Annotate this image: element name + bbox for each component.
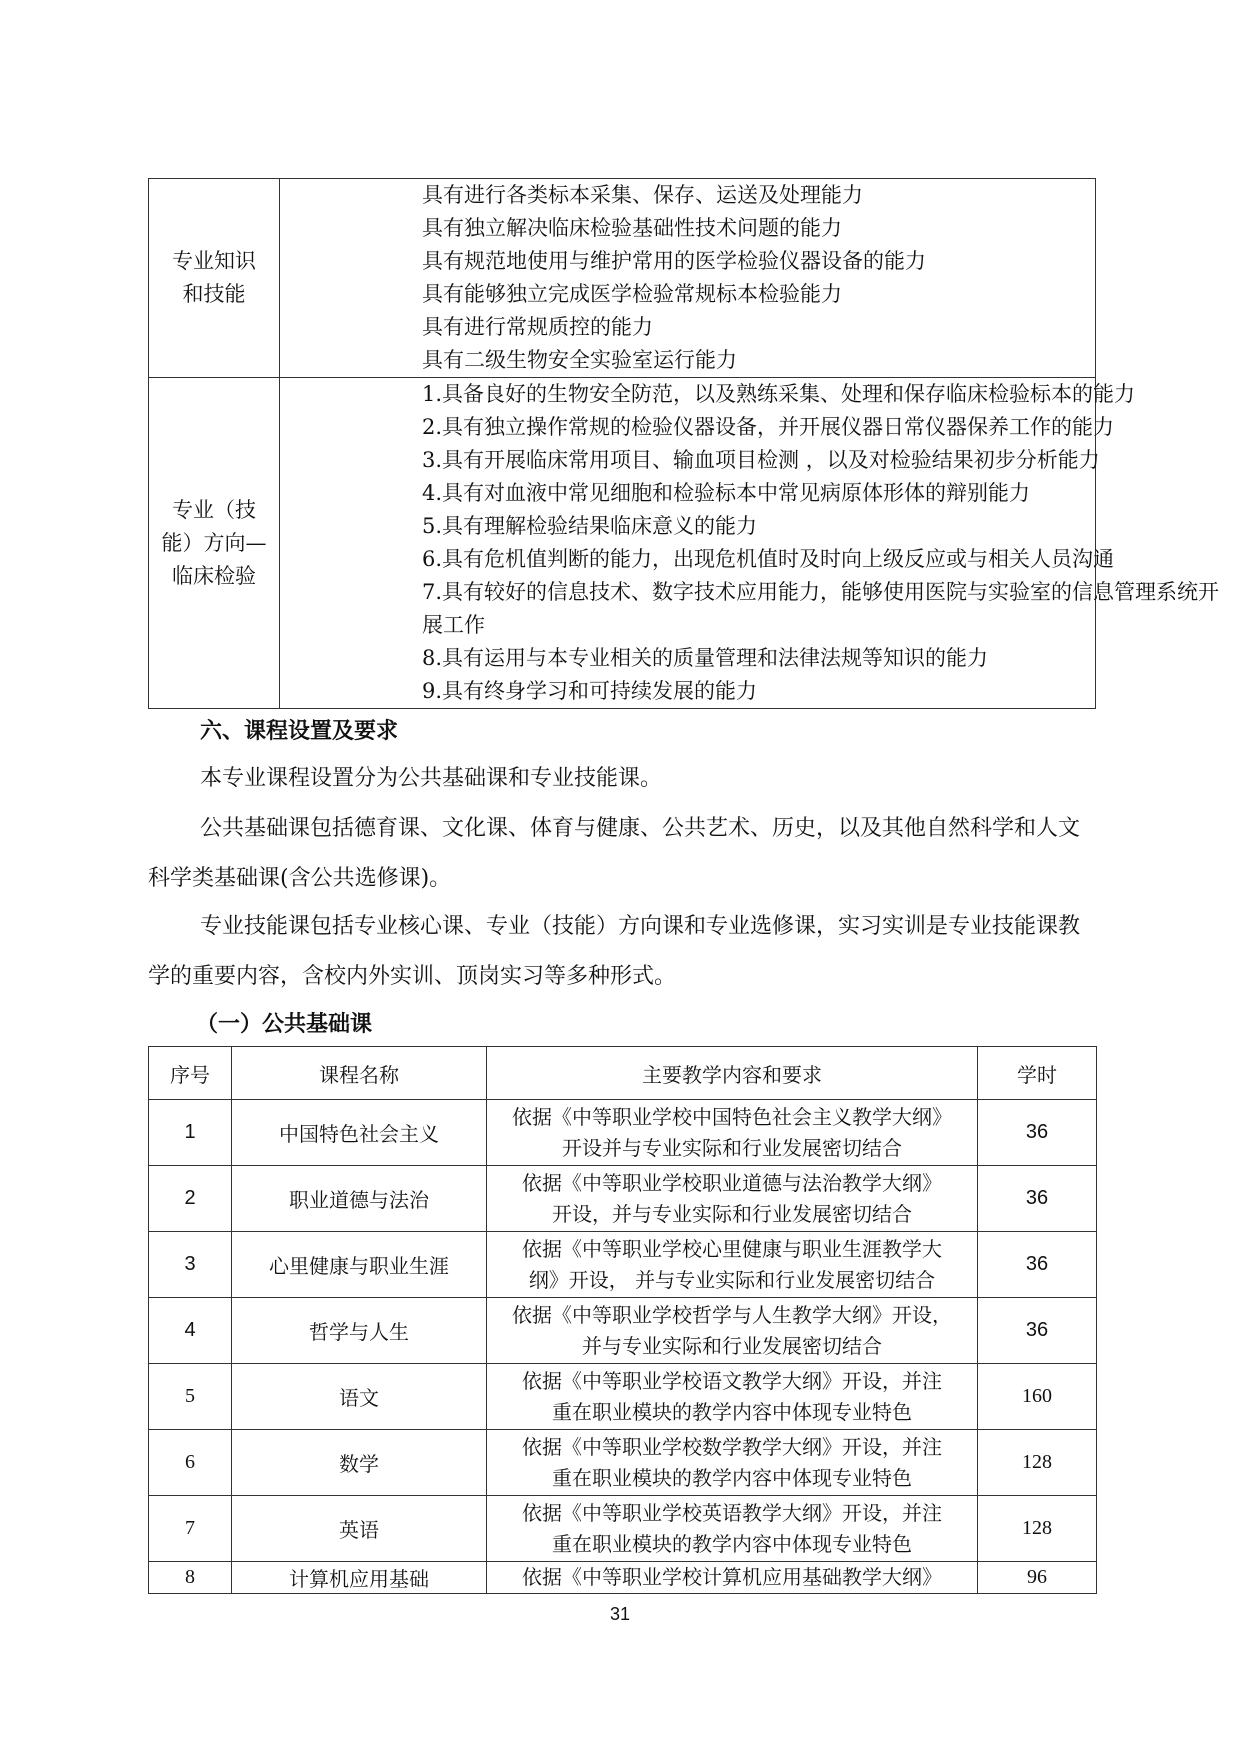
table-row (149, 1496, 1097, 1562)
competency-label (149, 179, 280, 378)
requirement-line: 并与专业实际和行业发展密切结合 (582, 1333, 882, 1358)
table-row (149, 1100, 1097, 1166)
course-no: 3 (149, 1232, 232, 1298)
competency-item: 具有独立解决临床检验基础性技术问题的能力 (422, 216, 842, 240)
requirement-line: 依据《中等职业学校计算机应用基础教学大纲》 (522, 1565, 942, 1589)
paragraph: 本专业课程设置分为公共基础课和专业技能课。 (200, 766, 663, 791)
course-no: 2 (149, 1166, 232, 1232)
label-line: 临床检验 (172, 563, 256, 588)
competency-row-knowledge (149, 179, 1096, 378)
competency-row-direction (149, 378, 1096, 709)
table-row (149, 1298, 1097, 1364)
section-heading: 六、课程设置及要求 (200, 718, 399, 744)
course-no: 1 (149, 1100, 232, 1166)
competency-item: 7.具有较好的信息技术、数字技术应用能力，能够使用医院与实验室的信息管理系统开展工作 (422, 580, 1220, 637)
course-hours: 36 (978, 1166, 1097, 1232)
course-requirements (487, 1364, 978, 1430)
course-no: 4 (149, 1298, 232, 1364)
course-requirements (487, 1298, 978, 1364)
requirement-line: 重在职业模块的教学内容中体现专业特色 (552, 1465, 912, 1490)
competency-items (280, 378, 1220, 709)
course-no: 5 (149, 1364, 232, 1430)
course-no: 7 (149, 1496, 232, 1562)
requirement-line: 依据《中等职业学校心里健康与职业生涯教学大 (522, 1236, 942, 1261)
table-row (149, 1232, 1097, 1298)
paragraph: 专业技能课包括专业核心课、专业（技能）方向课和专业选修课，实习实训是专业技能课教学的重要内容，含校内外实训、顶岗实习等多种形式。 (148, 914, 1081, 989)
course-requirements (487, 1232, 978, 1298)
requirement-line: 依据《中等职业学校语文教学大纲》开设，并注 (522, 1368, 942, 1393)
competency-item: 6.具有危机值判断的能力，出现危机值时及时向上级反应或与相关人员沟通 (422, 547, 1115, 571)
course-hours: 128 (978, 1430, 1097, 1496)
competency-item: 具有能够独立完成医学检验常规标本检验能力 (422, 282, 842, 306)
label-line: 和技能 (182, 282, 246, 306)
table-row (149, 1166, 1097, 1232)
label-line: 专业知识 (172, 249, 256, 273)
course-name: 计算机应用基础 (232, 1562, 487, 1594)
requirement-line: 重在职业模块的教学内容中体现专业特色 (552, 1531, 912, 1556)
requirement-line: 依据《中等职业学校中国特色社会主义教学大纲》 (512, 1104, 952, 1129)
course-name: 职业道德与法治 (232, 1166, 487, 1232)
competency-item: 5.具有理解检验结果临床意义的能力 (422, 514, 758, 538)
course-no: 6 (149, 1430, 232, 1496)
course-name: 哲学与人生 (232, 1298, 487, 1364)
competency-item: 4.具有对血液中常见细胞和检验标本中常见病原体形体的辩别能力 (422, 481, 1031, 505)
table-row (149, 1562, 1097, 1594)
course-hours: 36 (978, 1232, 1097, 1298)
page-number: 31 (609, 1604, 631, 1624)
course-name: 英语 (232, 1496, 487, 1562)
header-name: 课程名称 (232, 1047, 487, 1100)
course-name: 数学 (232, 1430, 487, 1496)
competency-label (149, 378, 280, 709)
requirement-line: 纲》开设， 并与专业实际和行业发展密切结合 (528, 1267, 936, 1292)
header-requirements: 主要教学内容和要求 (487, 1047, 978, 1100)
label-line: 专业（技 (172, 497, 256, 522)
competency-item: 具有二级生物安全实验室运行能力 (422, 348, 737, 372)
course-hours: 36 (978, 1100, 1097, 1166)
course-requirements (487, 1562, 978, 1594)
competency-item: 具有进行常规质控的能力 (422, 315, 653, 339)
requirement-line: 依据《中等职业学校职业道德与法治教学大纲》 (522, 1170, 942, 1195)
course-hours: 160 (978, 1364, 1097, 1430)
competency-item: 1.具备良好的生物安全防范，以及熟练采集、处理和保存临床检验标本的能力 (422, 382, 1136, 406)
course-hours: 128 (978, 1496, 1097, 1562)
competency-item: 9.具有终身学习和可持续发展的能力 (422, 679, 758, 703)
requirement-line: 开设并与专业实际和行业发展密切结合 (562, 1135, 902, 1160)
competency-table (148, 178, 1220, 709)
course-name: 心里健康与职业生涯 (232, 1232, 487, 1298)
course-requirements (487, 1100, 978, 1166)
table-row (149, 1430, 1097, 1496)
course-hours: 36 (978, 1298, 1097, 1364)
course-hours: 96 (978, 1562, 1097, 1594)
competency-item: 具有规范地使用与维护常用的医学检验仪器设备的能力 (422, 249, 926, 273)
requirement-line: 依据《中等职业学校数学教学大纲》开设，并注 (522, 1434, 942, 1459)
course-table-header (149, 1047, 1097, 1100)
course-name: 语文 (232, 1364, 487, 1430)
header-no: 序号 (149, 1047, 232, 1100)
competency-item: 3.具有开展临床常用项目、输血项目检测 ，以及对检验结果初步分析能力 (422, 448, 1100, 472)
course-requirements (487, 1430, 978, 1496)
table-row (149, 1364, 1097, 1430)
requirement-line: 依据《中等职业学校哲学与人生教学大纲》开设， (512, 1302, 952, 1327)
competency-item: 8.具有运用与本专业相关的质量管理和法律法规等知识的能力 (422, 646, 989, 670)
course-name: 中国特色社会主义 (232, 1100, 487, 1166)
competency-item: 具有进行各类标本采集、保存、运送及处理能力 (422, 183, 863, 207)
course-no: 8 (149, 1562, 232, 1594)
competency-items (280, 179, 1096, 378)
course-requirements (487, 1166, 978, 1232)
requirement-line: 依据《中等职业学校英语教学大纲》开设，并注 (522, 1500, 942, 1525)
requirement-line: 开设，并与专业实际和行业发展密切结合 (552, 1201, 912, 1226)
paragraph: 公共基础课包括德育课、文化课、体育与健康、公共艺术、历史，以及其他自然科学和人文科学类基础课(含公共选修课)。 (148, 816, 1081, 891)
competency-item: 2.具有独立操作常规的检验仪器设备，并开展仪器日常仪器保养工作的能力 (422, 415, 1115, 439)
course-requirements (487, 1496, 978, 1562)
header-hours: 学时 (978, 1047, 1097, 1100)
course-table (148, 1046, 1097, 1594)
subsection-heading: （一）公共基础课 (196, 1011, 373, 1037)
requirement-line: 重在职业模块的教学内容中体现专业特色 (552, 1399, 912, 1424)
label-line: 能）方向— (161, 530, 267, 555)
